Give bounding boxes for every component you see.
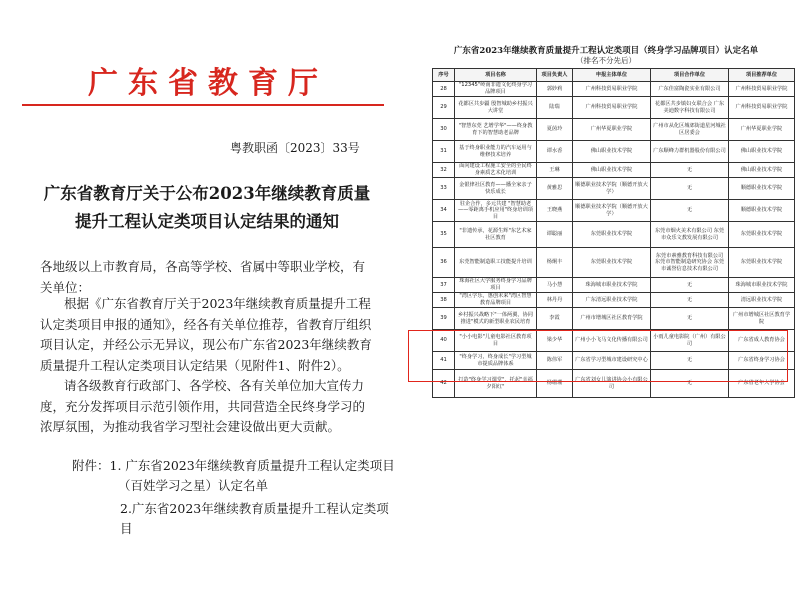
table-cell: 广东省刘女儿演讲协会小有限公司: [573, 370, 651, 398]
table-cell: 面向建设工程施工安全的全民终身素质艺术化培训: [455, 163, 537, 178]
table-cell: 广州小小飞马文化传播有限公司: [573, 330, 651, 352]
table-cell: 无: [651, 178, 729, 200]
table-cell: 驻企合作，多元共建 "智慧助老——零距离手机应用"终身培训项目: [455, 200, 537, 222]
table-row: [433, 97, 795, 119]
table-cell: 顺德职业技术学院（顺德开放大学）: [573, 178, 651, 200]
table-cell: 广州市增城区社区教育学院: [729, 308, 795, 330]
table-cell: 无: [651, 352, 729, 370]
table-row: [433, 163, 795, 178]
table-cell: 广州华夏职业学院: [729, 119, 795, 141]
table-cell: 谭聪丽: [537, 222, 573, 248]
table-cell: 广州市增城区社区教育学院: [573, 308, 651, 330]
table-row: [433, 293, 795, 308]
table-row: [433, 222, 795, 248]
table-cell: 41: [433, 352, 455, 370]
table-cell: 广州市从化区城郊街道星河城社区居委会: [651, 119, 729, 141]
table-cell: 郭妙莉: [537, 82, 573, 97]
table-cell: 广州华夏职业学院: [573, 119, 651, 141]
table-cell: 33: [433, 178, 455, 200]
table-cell: 38: [433, 293, 455, 308]
table-cell: 佛山职业技术学院: [573, 163, 651, 178]
table-cell: 广州科技贸易职业学院: [729, 82, 795, 97]
table-cell: 黄雅思: [537, 178, 573, 200]
table-cell: 花都区共步疆 殷智城助乡村振兴大讲堂: [455, 97, 537, 119]
header-index: 序号: [433, 69, 455, 82]
list-title: 广东省2023年继续教育质量提升工程认定类项目（终身学习品牌项目）认定名单: [453, 46, 759, 56]
table-cell: 30: [433, 119, 455, 141]
table-cell: 夏茵玲: [537, 119, 573, 141]
table-cell: "非遗传承，花源生辉"东艺术家社区教育: [455, 222, 537, 248]
table-cell: 珠海城市职业技术学院: [573, 278, 651, 293]
header-recommender: 项目推荐单位: [729, 69, 795, 82]
table-row: [433, 278, 795, 293]
table-cell: 王琳: [537, 163, 573, 178]
table-cell: 广东省学习型城市建设研究中心: [573, 352, 651, 370]
table-cell: 42: [433, 370, 455, 398]
issuer-header: 广东省教育厅: [88, 66, 328, 101]
table-cell: 无: [651, 163, 729, 178]
table-cell: 基于终身职业能力的汽车运用与维修技术培养: [455, 141, 537, 163]
table-cell: "12345"岭南非遗文化终身学习品牌项目: [455, 82, 537, 97]
table-cell: 广州科技贸易职业学院: [729, 97, 795, 119]
table-header-row: [433, 69, 795, 82]
table-cell: 37: [433, 278, 455, 293]
table-row: [433, 200, 795, 222]
table-row: [433, 119, 795, 141]
table-row: [433, 248, 795, 278]
table-cell: 杨炯丰: [537, 248, 573, 278]
header-leader: 项目负责人: [537, 69, 573, 82]
highlight-box: [408, 330, 788, 382]
table-cell: 28: [433, 82, 455, 97]
table-cell: 东莞职业技术学院: [729, 248, 795, 278]
table-row: [433, 82, 795, 97]
table-cell: 东莞职业技术学院: [729, 222, 795, 248]
table-cell: 清远职业技术学院: [729, 293, 795, 308]
notice-title: [42, 180, 372, 236]
table-cell: 金银律社区教育——播全家亲子快乐成长: [455, 178, 537, 200]
table-cell: 佛山职业技术学院: [573, 141, 651, 163]
table-cell: 29: [433, 97, 455, 119]
table-cell: 东莞市烟火美术有限公司 东莞市众乐文教发展有限公司: [651, 222, 729, 248]
table-row: [433, 308, 795, 330]
header-project-name: 项目名称: [455, 69, 537, 82]
title-line-2: 提升工程认定类项目认定结果的通知: [75, 212, 339, 231]
table-cell: 无: [651, 293, 729, 308]
table-cell: 35: [433, 222, 455, 248]
table-cell: 王晓燕: [537, 200, 573, 222]
table-row: [433, 141, 795, 163]
table-cell: "智慧东莞 艺增学华"——终身教育下的智慧助老品牌: [455, 119, 537, 141]
table-cell: "终身学习，终身成长"学习型城市提质品牌体系: [455, 352, 537, 370]
header-partner: 项目合作单位: [651, 69, 729, 82]
table-cell: 广东省老年大学协会: [729, 370, 795, 398]
table-cell: 无: [651, 200, 729, 222]
title-line-1: 广东省教育厅关于公布2023年继续教育质量: [43, 184, 371, 203]
table-cell: 李霞: [537, 308, 573, 330]
table-cell: 佛山职业技术学院: [729, 141, 795, 163]
table-cell: 东莞职业技术学院: [573, 222, 651, 248]
table-cell: 打造"终身学习课堂"，托起"幸福夕阳红": [455, 370, 537, 398]
table-cell: 广州科技贸易职业学院: [573, 97, 651, 119]
paragraph-1: 根据《广东省教育厅关于2023年继续教育质量提升工程认定类项目申报的通知》，经各有关单位推荐，省教育厅组织项目认定，并经公示无异议，现公布广东省2023年继续教育质量提升工程认定类项目认定结果（见附件1、附件2）。: [40, 296, 372, 373]
table-row: [433, 178, 795, 200]
attachment-2: 2.广东省2023年继续教育质量提升工程认定类项目: [120, 501, 389, 536]
table-cell: 31: [433, 141, 455, 163]
table-cell: 32: [433, 163, 455, 178]
table-cell: 珠海社区大学服务终身学习品牌项目: [455, 278, 537, 293]
table-cell: 顺德职业技术学院（顺德开放大学）: [573, 200, 651, 222]
table-cell: 马小慧: [537, 278, 573, 293]
table-cell: 杨珊珊: [537, 370, 573, 398]
table-cell: 广东省成人教育协会: [729, 330, 795, 352]
table-cell: 39: [433, 308, 455, 330]
table-cell: 林丹丹: [537, 293, 573, 308]
table-cell: 谭水香: [537, 141, 573, 163]
table-cell: 广东佳富陶瓷实业有限公司: [651, 82, 729, 97]
red-divider-line: [22, 104, 384, 106]
paragraph-2: 请各级教育行政部门、各学校、各有关单位加大宣传力度，充分发挥项目示范引领作用，共同营造全民终身学习的浓厚氛围，为推动我省学习型社会建设做出更大贡献。: [40, 378, 366, 434]
table-cell: 无: [651, 278, 729, 293]
table-cell: "湾区学乐，惠创未来"湾区智慧教育品牌项目: [455, 293, 537, 308]
table-cell: 34: [433, 200, 455, 222]
table-cell: 广州科技贸易职业学院: [573, 82, 651, 97]
table-cell: 36: [433, 248, 455, 278]
table-cell: "小小电影"儿童电影社区教育项目: [455, 330, 537, 352]
table-cell: 佛山职业技术学院: [729, 163, 795, 178]
table-cell: 广东清远职业技术学院: [573, 293, 651, 308]
table-cell: 陆瑞: [537, 97, 573, 119]
table-cell: 广东省终身学习协会: [729, 352, 795, 370]
table-cell: 花都区共步镇妇女联合会 广东美迪数字科技有限公司: [651, 97, 729, 119]
table-cell: 顺德职业技术学院: [729, 200, 795, 222]
table-cell: 顺德职业技术学院: [729, 178, 795, 200]
table-cell: 珠海城市职业技术学院: [729, 278, 795, 293]
table-cell: 无: [651, 308, 729, 330]
table-cell: 陈伟军: [537, 352, 573, 370]
table-cell: 无: [651, 370, 729, 398]
table-cell: 广东顺峰力群机器股份有限公司: [651, 141, 729, 163]
list-document: [412, 0, 800, 600]
attachment-1-cont: （百姓学习之星）认定名单: [118, 478, 269, 493]
list-subtitle: （排名不分先后）: [576, 56, 636, 65]
document-number: 粤教职函〔2023〕33号: [230, 141, 360, 155]
table-cell: 东莞市素雅教育科技有限公司 东莞市智能制造研究协会 东莞市诚誉信息技术有限公司: [651, 248, 729, 278]
table-cell: 东莞职业技术学院: [573, 248, 651, 278]
attachment-1: 附件：1. 广东省2023年继续教育质量提升工程认定类项目: [72, 458, 395, 473]
table-cell: 小雨儿童电影院（广州）有限公司: [651, 330, 729, 352]
table-cell: 东莞智能制造职工技能提升培训: [455, 248, 537, 278]
table-cell: 乡村振兴战略下"一体两翼，协同推进"模式的新型职业农民培育: [455, 308, 537, 330]
table-cell: 梁少华: [537, 330, 573, 352]
table-cell: 40: [433, 330, 455, 352]
header-applicant: 申报主体单位: [573, 69, 651, 82]
salutation: 各地级以上市教育局，各高等学校、省属中等职业学校，有关单位：: [40, 259, 366, 295]
